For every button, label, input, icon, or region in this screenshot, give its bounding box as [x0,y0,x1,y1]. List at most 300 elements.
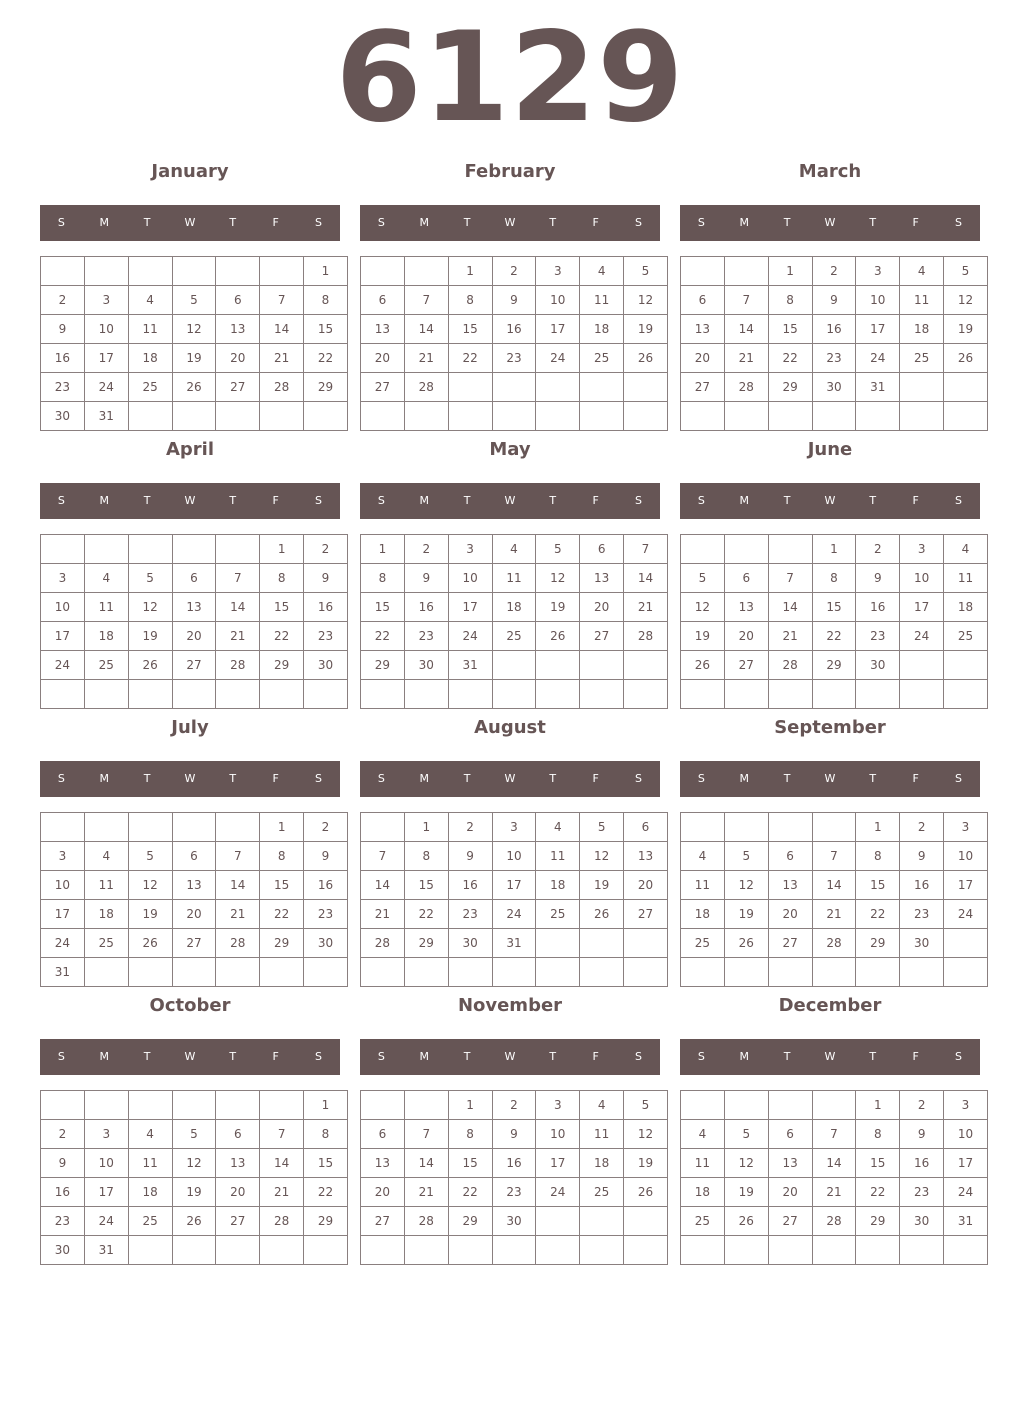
week-row [681,257,988,286]
empty-day-cell [41,813,85,842]
day-cell: 19 [172,344,216,373]
day-cell: 21 [768,622,812,651]
empty-day-cell [624,680,668,709]
day-cell: 6 [681,286,725,315]
day-cell: 20 [624,871,668,900]
day-cell: 24 [41,929,85,958]
day-cell: 25 [900,344,944,373]
day-cell: 26 [681,651,725,680]
day-cell: 4 [580,257,624,286]
day-cell: 24 [536,344,580,373]
day-cell: 30 [304,651,348,680]
day-cell: 17 [536,1149,580,1178]
day-cell: 5 [724,842,768,871]
day-cell: 28 [361,929,405,958]
day-cell: 15 [404,871,448,900]
weekday-header [360,483,660,519]
weekday-label: M [99,216,110,229]
empty-day-cell [900,373,944,402]
day-cell: 20 [172,900,216,929]
month-name: February [464,161,556,182]
day-cell: 1 [768,257,812,286]
day-cell: 5 [128,842,172,871]
weekday-label: S [57,216,65,229]
weekday-label: S [954,494,962,507]
day-cell: 27 [361,1207,405,1236]
day-cell: 17 [492,871,536,900]
week-row [41,1178,348,1207]
weekday-label: W [504,494,516,507]
day-grid [40,812,348,987]
day-cell: 1 [304,257,348,286]
day-cell: 3 [536,257,580,286]
day-cell: 25 [944,622,988,651]
day-cell: 5 [724,1120,768,1149]
day-cell: 2 [856,535,900,564]
day-cell: 29 [448,1207,492,1236]
empty-day-cell [361,680,405,709]
day-cell: 22 [260,900,304,929]
weekday-label: S [57,772,65,785]
day-cell: 24 [900,622,944,651]
day-cell: 28 [404,373,448,402]
day-grid [40,534,348,709]
day-cell: 2 [492,257,536,286]
empty-day-cell [216,1236,260,1265]
day-cell: 7 [404,1120,448,1149]
day-cell: 1 [812,535,856,564]
empty-day-cell [448,680,492,709]
empty-day-cell [681,257,725,286]
day-cell: 20 [361,1178,405,1207]
day-cell: 23 [448,900,492,929]
day-cell: 1 [448,257,492,286]
week-row [41,813,348,842]
day-cell: 15 [856,871,900,900]
day-cell: 9 [492,1120,536,1149]
weekday-label: W [184,494,196,507]
empty-day-cell [624,1236,668,1265]
day-cell: 16 [41,1178,85,1207]
day-cell: 8 [304,1120,348,1149]
empty-day-cell [580,680,624,709]
day-cell: 14 [768,593,812,622]
day-cell: 14 [812,871,856,900]
weekday-label: S [634,216,642,229]
empty-day-cell [768,813,812,842]
empty-day-cell [724,535,768,564]
weekday-label: W [184,772,196,785]
day-cell: 17 [856,315,900,344]
day-cell: 2 [492,1091,536,1120]
empty-day-cell [900,402,944,431]
weekday-label: M [99,1050,110,1063]
weekday-header [680,761,980,797]
day-cell: 22 [448,344,492,373]
weekday-label: S [954,772,962,785]
weekday-label: T [783,494,791,507]
day-cell: 16 [856,593,900,622]
day-cell: 4 [681,1120,725,1149]
day-cell: 22 [304,344,348,373]
day-cell: 26 [624,344,668,373]
empty-day-cell [361,257,405,286]
empty-day-cell [856,958,900,987]
weekday-label: T [229,1050,237,1063]
week-row [361,651,668,680]
week-row [361,402,668,431]
empty-day-cell [724,680,768,709]
weekday-label: T [549,494,557,507]
day-cell: 15 [812,593,856,622]
day-cell: 2 [41,1120,85,1149]
weekday-label: W [504,216,516,229]
day-cell: 26 [172,1207,216,1236]
day-cell: 6 [768,1120,812,1149]
empty-day-cell [260,680,304,709]
weekday-label: T [463,216,471,229]
day-grid [360,1090,668,1265]
empty-day-cell [128,1091,172,1120]
empty-day-cell [304,402,348,431]
day-cell: 3 [900,535,944,564]
empty-day-cell [128,680,172,709]
empty-day-cell [41,1091,85,1120]
day-cell: 1 [361,535,405,564]
empty-day-cell [492,373,536,402]
day-cell: 10 [492,842,536,871]
weekday-label: M [739,1050,750,1063]
week-row [41,315,348,344]
empty-day-cell [536,929,580,958]
day-cell: 7 [404,286,448,315]
empty-day-cell [304,958,348,987]
day-cell: 6 [216,1120,260,1149]
day-cell: 7 [724,286,768,315]
day-cell: 11 [84,871,128,900]
day-cell: 20 [580,593,624,622]
day-cell: 24 [492,900,536,929]
day-cell: 16 [492,1149,536,1178]
day-cell: 31 [41,958,85,987]
empty-day-cell [128,257,172,286]
day-cell: 17 [84,344,128,373]
day-cell: 12 [172,315,216,344]
day-cell: 23 [900,900,944,929]
empty-day-cell [128,958,172,987]
day-cell: 25 [536,900,580,929]
empty-day-cell [944,929,988,958]
day-cell: 9 [448,842,492,871]
weekday-label: T [549,772,557,785]
day-cell: 13 [681,315,725,344]
day-cell: 12 [724,871,768,900]
day-cell: 1 [260,813,304,842]
day-cell: 17 [448,593,492,622]
weekday-label: W [824,1050,836,1063]
empty-day-cell [900,680,944,709]
day-cell: 14 [404,315,448,344]
empty-day-cell [681,813,725,842]
empty-day-cell [580,651,624,680]
empty-day-cell [404,958,448,987]
day-cell: 16 [492,315,536,344]
week-row [361,1149,668,1178]
weekday-label: S [697,1050,705,1063]
empty-day-cell [172,1236,216,1265]
day-cell: 21 [260,1178,304,1207]
day-grid [680,812,988,987]
week-row [681,286,988,315]
weekday-label: T [783,216,791,229]
empty-day-cell [216,813,260,842]
day-cell: 1 [856,813,900,842]
weekday-label: S [697,772,705,785]
day-cell: 1 [404,813,448,842]
empty-day-cell [724,1091,768,1120]
day-cell: 17 [41,900,85,929]
week-row [361,286,668,315]
week-row [681,402,988,431]
week-row [361,929,668,958]
day-cell: 22 [304,1178,348,1207]
day-cell: 28 [216,929,260,958]
month-name: May [489,439,531,460]
week-row [361,871,668,900]
empty-day-cell [681,1091,725,1120]
day-cell: 11 [580,286,624,315]
week-row [41,1207,348,1236]
empty-day-cell [944,680,988,709]
weekday-label: W [504,772,516,785]
empty-day-cell [944,1236,988,1265]
day-cell: 14 [361,871,405,900]
empty-day-cell [492,1236,536,1265]
day-cell: 10 [41,871,85,900]
week-row [681,564,988,593]
day-cell: 15 [768,315,812,344]
day-cell: 10 [41,593,85,622]
day-cell: 6 [624,813,668,842]
day-cell: 16 [404,593,448,622]
day-cell: 11 [944,564,988,593]
day-cell: 23 [404,622,448,651]
weekday-label: T [783,1050,791,1063]
day-cell: 27 [172,651,216,680]
day-cell: 13 [724,593,768,622]
day-cell: 25 [580,344,624,373]
day-cell: 1 [260,535,304,564]
day-cell: 9 [41,315,85,344]
empty-day-cell [812,402,856,431]
empty-day-cell [856,402,900,431]
day-cell: 22 [260,622,304,651]
empty-day-cell [172,402,216,431]
day-cell: 3 [536,1091,580,1120]
day-cell: 18 [84,622,128,651]
week-row [41,535,348,564]
day-cell: 15 [260,593,304,622]
weekday-label: S [314,1050,322,1063]
weekday-label: S [57,494,65,507]
empty-day-cell [768,1091,812,1120]
month-name: April [165,439,215,460]
day-cell: 8 [768,286,812,315]
day-cell: 13 [361,1149,405,1178]
day-cell: 15 [448,315,492,344]
empty-day-cell [812,1091,856,1120]
day-cell: 30 [812,373,856,402]
day-cell: 24 [944,900,988,929]
weekday-label: T [229,216,237,229]
empty-day-cell [84,535,128,564]
empty-day-cell [448,1236,492,1265]
day-cell: 23 [304,622,348,651]
week-row [41,622,348,651]
day-cell: 15 [856,1149,900,1178]
week-row [41,651,348,680]
week-row [361,1207,668,1236]
day-cell: 21 [404,344,448,373]
empty-day-cell [361,813,405,842]
weekday-label: T [549,216,557,229]
day-cell: 30 [900,929,944,958]
day-cell: 16 [41,344,85,373]
empty-day-cell [448,958,492,987]
day-cell: 3 [448,535,492,564]
month-name: June [807,439,853,460]
day-cell: 12 [128,593,172,622]
day-cell: 28 [812,929,856,958]
week-row [361,900,668,929]
day-cell: 21 [216,622,260,651]
weekday-label: S [634,494,642,507]
weekday-label: F [912,772,919,785]
day-cell: 4 [84,564,128,593]
day-cell: 20 [216,1178,260,1207]
empty-day-cell [84,958,128,987]
weekday-label: S [954,216,962,229]
day-cell: 31 [492,929,536,958]
day-cell: 3 [84,286,128,315]
day-cell: 27 [724,651,768,680]
day-cell: 7 [361,842,405,871]
day-cell: 26 [724,929,768,958]
day-cell: 1 [304,1091,348,1120]
empty-day-cell [448,402,492,431]
empty-day-cell [128,1236,172,1265]
day-cell: 8 [361,564,405,593]
empty-day-cell [492,651,536,680]
day-cell: 8 [404,842,448,871]
day-cell: 22 [856,900,900,929]
empty-day-cell [536,1236,580,1265]
weekday-label: F [272,216,279,229]
day-cell: 27 [624,900,668,929]
day-cell: 27 [216,373,260,402]
day-cell: 25 [681,1207,725,1236]
empty-day-cell [361,1236,405,1265]
empty-day-cell [900,1236,944,1265]
week-row [41,958,348,987]
day-cell: 18 [681,1178,725,1207]
week-row [681,1091,988,1120]
day-cell: 4 [681,842,725,871]
month-name: September [774,717,886,738]
week-row [361,813,668,842]
day-cell: 13 [624,842,668,871]
day-cell: 19 [580,871,624,900]
empty-day-cell [900,958,944,987]
day-cell: 28 [812,1207,856,1236]
weekday-header [360,205,660,241]
week-row [681,1120,988,1149]
day-cell: 16 [900,871,944,900]
empty-day-cell [580,1207,624,1236]
day-cell: 12 [944,286,988,315]
day-cell: 9 [304,564,348,593]
empty-day-cell [404,402,448,431]
weekday-label: M [99,494,110,507]
day-cell: 4 [536,813,580,842]
day-cell: 2 [812,257,856,286]
weekday-label: F [592,494,599,507]
day-cell: 18 [944,593,988,622]
weekday-label: F [912,1050,919,1063]
day-cell: 6 [172,842,216,871]
day-cell: 13 [361,315,405,344]
week-row [361,535,668,564]
empty-day-cell [724,257,768,286]
day-cell: 16 [900,1149,944,1178]
day-cell: 10 [84,1149,128,1178]
day-cell: 30 [404,651,448,680]
week-row [681,680,988,709]
empty-day-cell [944,373,988,402]
day-cell: 2 [304,535,348,564]
day-cell: 19 [624,1149,668,1178]
weekday-label: S [954,1050,962,1063]
day-cell: 12 [536,564,580,593]
empty-day-cell [216,535,260,564]
day-cell: 5 [172,286,216,315]
weekday-label: T [143,772,151,785]
day-cell: 15 [448,1149,492,1178]
day-cell: 26 [624,1178,668,1207]
empty-day-cell [681,402,725,431]
empty-day-cell [216,257,260,286]
day-cell: 14 [260,315,304,344]
week-row [41,900,348,929]
week-row [361,257,668,286]
empty-day-cell [624,373,668,402]
day-cell: 28 [260,373,304,402]
month-name: July [171,717,209,738]
weekday-label: M [739,772,750,785]
week-row [41,1091,348,1120]
day-cell: 27 [216,1207,260,1236]
day-cell: 4 [580,1091,624,1120]
day-cell: 23 [304,900,348,929]
empty-day-cell [812,1236,856,1265]
day-cell: 20 [172,622,216,651]
day-cell: 3 [856,257,900,286]
day-cell: 9 [404,564,448,593]
week-row [41,564,348,593]
weekday-label: T [869,1050,877,1063]
day-cell: 5 [128,564,172,593]
day-cell: 25 [492,622,536,651]
